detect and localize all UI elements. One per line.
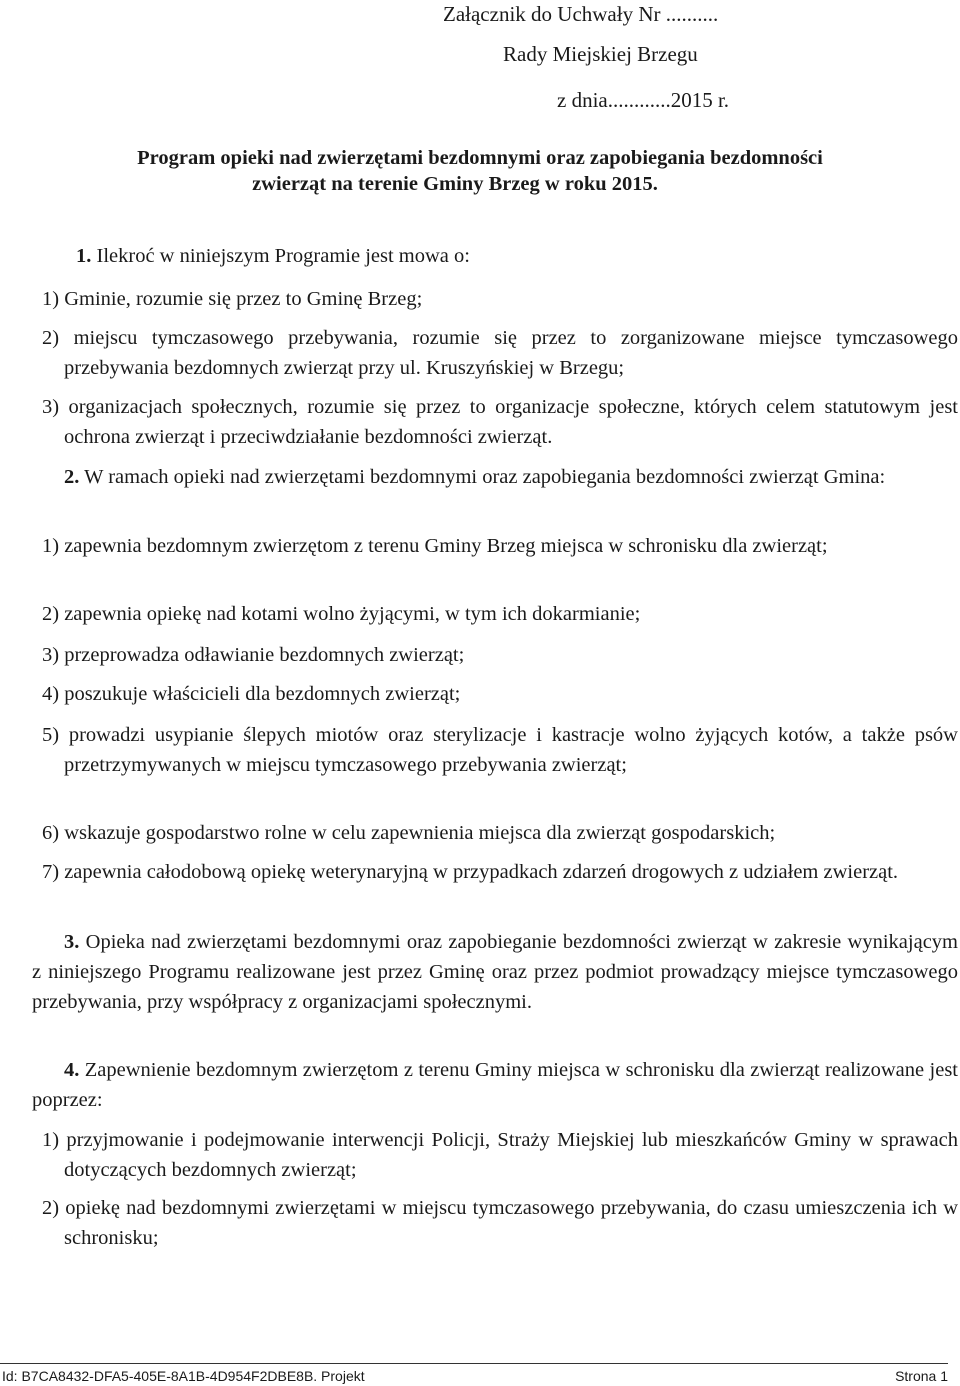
page-footer	[0, 1363, 948, 1384]
date-line: z dnia............2015 r.	[557, 88, 730, 112]
list-item: 1) przyjmowanie i podejmowanie interwencji Policji, Straży Miejskiej lub mieszkańców Gminy w sprawach dotyczących bezdomnych zwierząt;	[42, 1129, 958, 1181]
section-number: 3.	[64, 931, 80, 953]
list-item: 7) zapewnia całodobową opiekę weterynaryjną w przypadkach zdarzeń drogowych z udziałem zwierząt.	[42, 861, 899, 883]
list-item: 3) organizacjach społecznych, rozumie się przez to organizacje społeczne, których celem statutowym jest ochrona zwierząt i przeciwdziałanie bezdomności zwierząt.	[42, 396, 958, 448]
page-number: Strona 1	[895, 1368, 948, 1384]
list-item: 3) przeprowadza odławianie bezdomnych zwierząt;	[42, 644, 465, 666]
list-item: 2) opiekę nad bezdomnymi zwierzętami w miejscu tymczasowego przebywania, do czasu umieszczenia ich w schronisku;	[42, 1197, 958, 1249]
document-title-line1: Program opieki nad zwierzętami bezdomnymi oraz zapobiegania bezdomności	[137, 147, 823, 169]
section-2-intro: 2. W ramach opieki nad zwierzętami bezdomnymi oraz zapobiegania bezdomności zwierząt Gmina:	[64, 466, 886, 488]
document-id: Id: B7CA8432-DFA5-405E-8A1B-4D954F2DBE8B. Projekt	[2, 1368, 365, 1384]
list-item: 4) poszukuje właścicieli dla bezdomnych zwierząt;	[42, 683, 461, 705]
council-name: Rady Miejskiej Brzegu	[503, 42, 698, 66]
list-item: 2) miejscu tymczasowego przebywania, rozumie się przez to zorganizowane miejsce tymczasowego przebywania bezdomnych zwierząt przy ul. Kruszyńskiej w Brzegu;	[42, 327, 958, 379]
list-item: 2) zapewnia opiekę nad kotami wolno żyjącymi, w tym ich dokarmianie;	[42, 603, 641, 625]
list-item: 1) zapewnia bezdomnym zwierzętom z terenu Gminy Brzeg miejsca w schronisku dla zwierząt;	[42, 535, 828, 557]
attachment-header: Załącznik do Uchwały Nr ..........	[443, 2, 719, 26]
section-number: 4.	[64, 1059, 80, 1081]
section-1-intro: 1. Ilekroć w niniejszym Programie jest mowa o:	[76, 245, 470, 267]
list-item: 6) wskazuje gospodarstwo rolne w celu zapewnienia miejsca dla zwierząt gospodarskich;	[42, 822, 776, 844]
list-item: 5) prowadzi usypianie ślepych miotów oraz sterylizacje i kastracje wolno żyjących kotów, a także psów przetrzymywanych w miejscu tymczasowego przebywania zwierząt;	[42, 724, 958, 776]
list-item: 1) Gminie, rozumie się przez to Gminę Brzeg;	[42, 288, 423, 310]
section-number: 1.	[76, 245, 92, 267]
section-3-text: 3. Opieka nad zwierzętami bezdomnymi oraz zapobieganie bezdomności zwierząt w zakresie wynikającym z niniejszego Programu realizowane jest przez Gminę oraz przez podmiot prowadzący miejsce tymczasowego przebywania, przy współpracy z organizacjami społecznymi.	[32, 931, 958, 1013]
section-4-intro: 4. Zapewnienie bezdomnym zwierzętom z terenu Gminy miejsca w schronisku dla zwierząt realizowane jest poprzez:	[32, 1059, 958, 1111]
section-number: 2.	[64, 466, 80, 488]
document-title-line2: zwierząt na terenie Gminy Brzeg w roku 2015.	[252, 173, 658, 195]
